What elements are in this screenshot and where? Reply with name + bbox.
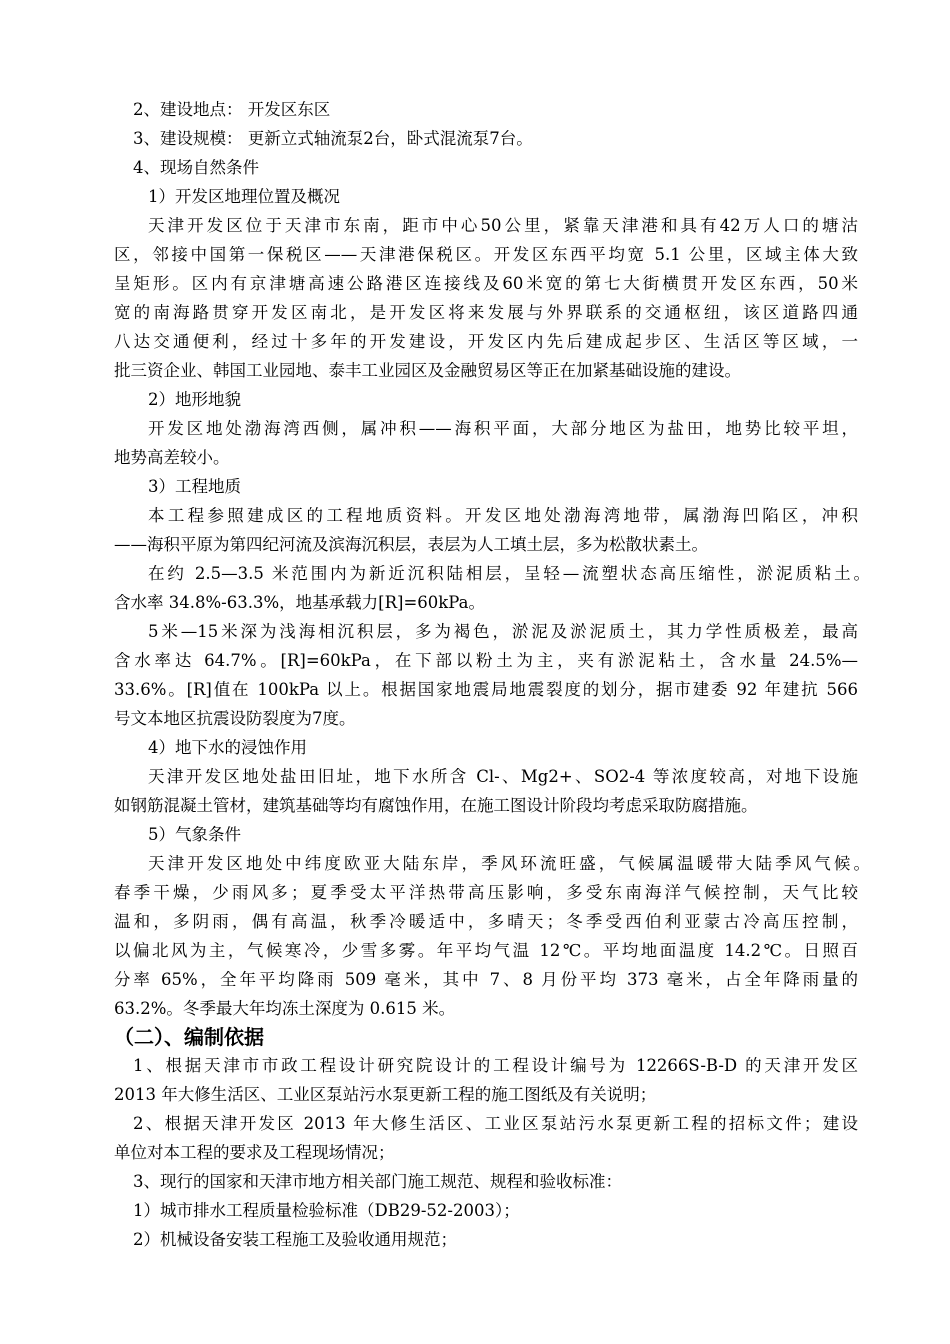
paragraph-line: 春季干燥，少雨风多；夏季受太平洋热带高压影响，多受东南海洋气候控制，天气比较 [114, 883, 858, 902]
paragraph-line: 在约 2.5—3.5 米范围内为新近沉积陆相层，呈轻—流塑状态高压缩性，淤泥质粘土。 [148, 564, 870, 583]
paragraph-line: 天津开发区位于天津市东南，距市中心50公里，紧靠天津港和具有42万人口的塘沽 [148, 216, 858, 235]
subsection-heading-groundwater: 4）地下水的浸蚀作用 [148, 738, 307, 757]
paragraph-line: 本工程参照建成区的工程地质资料。开发区地处渤海湾地带，属渤海凹陷区，冲积 [148, 506, 858, 525]
paragraph-line: 以偏北风为主，气候寒冷，少雪多雾。年平均气温 12℃。平均地面温度 14.2℃。日照百 [114, 941, 858, 960]
paragraph-line: ——海积平原为第四纪河流及滨海沉积层，表层为人工填土层，多为松散状素土。 [114, 535, 708, 554]
paragraph-line: 宽的南海路贯穿开发区南北，是开发区将来发展与外界联系的交通枢纽，该区道路四通 [114, 303, 858, 322]
paragraph-line: 天津开发区地处盐田旧址，地下水所含 Cl-、Mg2+、SO2-4 等浓度较高，对地下设施 [148, 767, 858, 786]
paragraph-line: 1、根据天津市市政工程设计研究院设计的工程设计编号为 12266S-B-D 的天津开发区 [133, 1056, 858, 1075]
paragraph-line: 5米—15米深为浅海相沉积层，多为褐色，淤泥及淤泥质土，其力学性质极差，最高 [148, 622, 858, 641]
paragraph-line: 含水率 34.8%-63.3%，地基承载力[R]=60kPa。 [114, 593, 485, 612]
standard-list-item: 1）城市排水工程质量检验标准（DB29-52-2003）； [133, 1201, 520, 1220]
paragraph-line: 区，邻接中国第一保税区——天津港保税区。开发区东西平均宽 5.1 公里，区域主体大致 [114, 245, 858, 264]
subsection-heading-location: 1）开发区地理位置及概况 [148, 187, 340, 206]
paragraph-line: 单位对本工程的要求及工程现场情况； [114, 1143, 395, 1162]
paragraph-line: 2、根据天津开发区 2013 年大修生活区、工业区泵站污水泵更新工程的招标文件；建设 [133, 1114, 858, 1133]
paragraph-line: 号文本地区抗震设防裂度为7度。 [114, 709, 356, 728]
subsection-heading-climate: 5）气象条件 [148, 825, 241, 844]
paragraph-line: 33.6%。[R]值在 100kPa 以上。根据国家地震局地震裂度的划分，据市建委 92 年建抗 566 [114, 680, 858, 699]
subsection-heading-geology: 3）工程地质 [148, 477, 241, 496]
section-heading-basis: （二）、编制依据 [114, 1025, 264, 1049]
paragraph-line: 呈矩形。区内有京津塘高速公路港区连接线及60米宽的第七大街横贯开发区东西，50米 [114, 274, 858, 293]
site-conditions-heading: 4、现场自然条件 [133, 158, 259, 177]
subsection-heading-terrain: 2）地形地貌 [148, 390, 241, 409]
paragraph-line: 批三资企业、韩国工业园地、泰丰工业园区及金融贸易区等正在加紧基础设施的建设。 [114, 361, 741, 380]
paragraph-line: 含水率达 64.7%。[R]=60kPa，在下部以粉土为主，夹有淤泥粘土，含水量 24.5%— [114, 651, 858, 670]
paragraph-line: 63.2%。冬季最大年均冻土深度为 0.615 米。 [114, 999, 456, 1018]
construction-site-line: 2、建设地点： 开发区东区 [133, 100, 331, 119]
paragraph-line: 八达交通便利，经过十多年的开发建设，开发区内先后建成起步区、生活区等区域，一 [114, 332, 858, 351]
paragraph-line: 如钢筋混凝土管材，建筑基础等均有腐蚀作用，在施工图设计阶段均考虑采取防腐措施。 [114, 796, 758, 815]
paragraph-line: 天津开发区地处中纬度欧亚大陆东岸，季风环流旺盛，气候属温暖带大陆季风气候。 [148, 854, 870, 873]
paragraph-line: 分率 65%，全年平均降雨 509 毫米，其中 7、8 月份平均 373 毫米，占全年降雨量的 [114, 970, 858, 989]
paragraph-line: 温和，多阴雨，偶有高温，秋季冷暖适中，多晴天；冬季受西伯利亚蒙古冷高压控制， [114, 912, 858, 931]
paragraph-line: 地势高差较小。 [114, 448, 230, 467]
paragraph-line: 开发区地处渤海湾西侧，属冲积——海积平面，大部分地区为盐田，地势比较平坦， [148, 419, 858, 438]
paragraph-line: 2013 年大修生活区、工业区泵站污水泵更新工程的施工图纸及有关说明； [114, 1085, 657, 1104]
paragraph-line: 3、现行的国家和天津市地方相关部门施工规范、规程和验收标准： [133, 1172, 622, 1191]
construction-scale-line: 3、建设规模： 更新立式轴流泵2台，卧式混流泵7台。 [133, 129, 533, 148]
standard-list-item: 2）机械设备安装工程施工及验收通用规范； [133, 1230, 457, 1249]
